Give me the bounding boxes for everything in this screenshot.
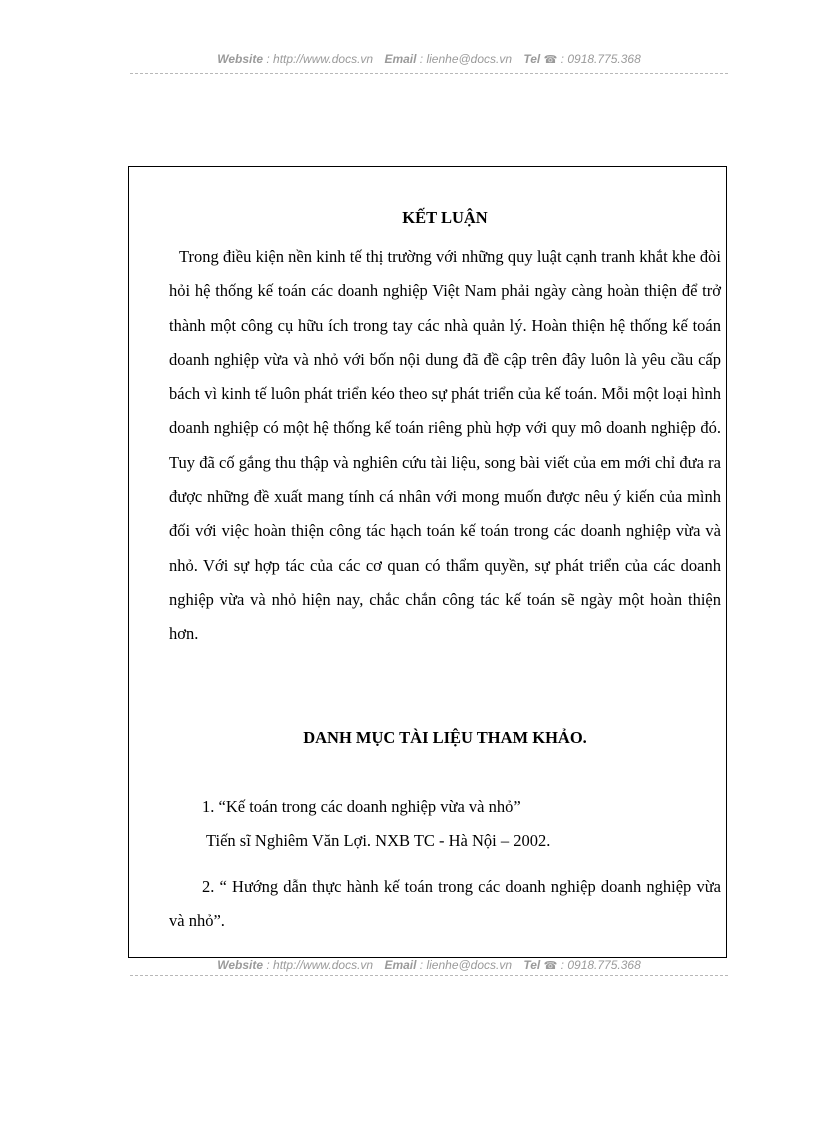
website-url[interactable]: : http://www.docs.vn [266, 52, 374, 66]
header-watermark [130, 52, 728, 74]
references-title: DANH MỤC TÀI LIỆU THAM KHẢO. [303, 727, 587, 747]
website-url[interactable]: : http://www.docs.vn [266, 958, 374, 972]
email-label: Email [384, 958, 417, 972]
footer-watermark [130, 958, 728, 976]
phone-icon: ☎ [543, 960, 558, 972]
email-label: Email [384, 52, 417, 66]
email-address[interactable]: : lienhe@docs.vn [419, 958, 513, 972]
conclusion-title: KẾT LUẬN [402, 208, 488, 227]
tel-number: : 0918.775.368 [560, 958, 641, 972]
website-label: Website [217, 958, 264, 972]
email-address[interactable]: : lienhe@docs.vn [419, 52, 513, 66]
reference-2-title: 2. “ Hướng dẫn thực hành kế toán trong các doanh nghiệp doanh nghiệp vừa và nhỏ”. [169, 876, 721, 930]
tel-label: Tel [523, 52, 541, 66]
tel-number: : 0918.775.368 [560, 52, 641, 66]
tel-label: Tel [523, 958, 541, 972]
reference-1-author: Tiến sĩ Nghiêm Văn Lợi. NXB TC - Hà Nội – 2002. [206, 830, 551, 850]
footer-divider [130, 975, 728, 976]
document-body [169, 208, 721, 938]
website-label: Website [217, 52, 264, 66]
conclusion-paragraph: Trong điều kiện nền kinh tế thị trường với những quy luật cạnh tranh khắt khe đòi hỏi hệ thống kế toán các doanh nghiệp Việt Nam phải ngày càng hoàn thiện để trở thành một công cụ hữu ích trong tay các nhà quản lý. Hoàn thiện hệ thống kế toán doanh nghiệp vừa và nhỏ với bốn nội dung đã đề cập trên đây luôn là yêu cầu cấp bách vì kinh tế luôn phát triển kéo theo sự phát triển của kế toán. Mỗi một loại hình doanh nghiệp có một hệ thống kế toán riêng phù hợp với quy mô doanh nghiệp đó. Tuy đã cố gắng thu thập và nghiên cứu tài liệu, song bài viết của em mới chỉ đưa ra được những đề xuất mang tính cá nhân với mong muốn được nêu ý kiến của mình đối với việc hoàn thiện công tác hạch toán kế toán trong các doanh nghiệp vừa và nhỏ. Với sự hợp tác của các cơ quan có thẩm quyền, sự phát triển của các doanh nghiệp vừa và nhỏ hiện nay, chắc chắn công tác kế toán sẽ ngày một hoàn thiện hơn. [169, 247, 721, 644]
reference-1-title: 1. “Kế toán trong các doanh nghiệp vừa và nhỏ” [202, 796, 521, 816]
phone-icon: ☎ [543, 54, 558, 66]
